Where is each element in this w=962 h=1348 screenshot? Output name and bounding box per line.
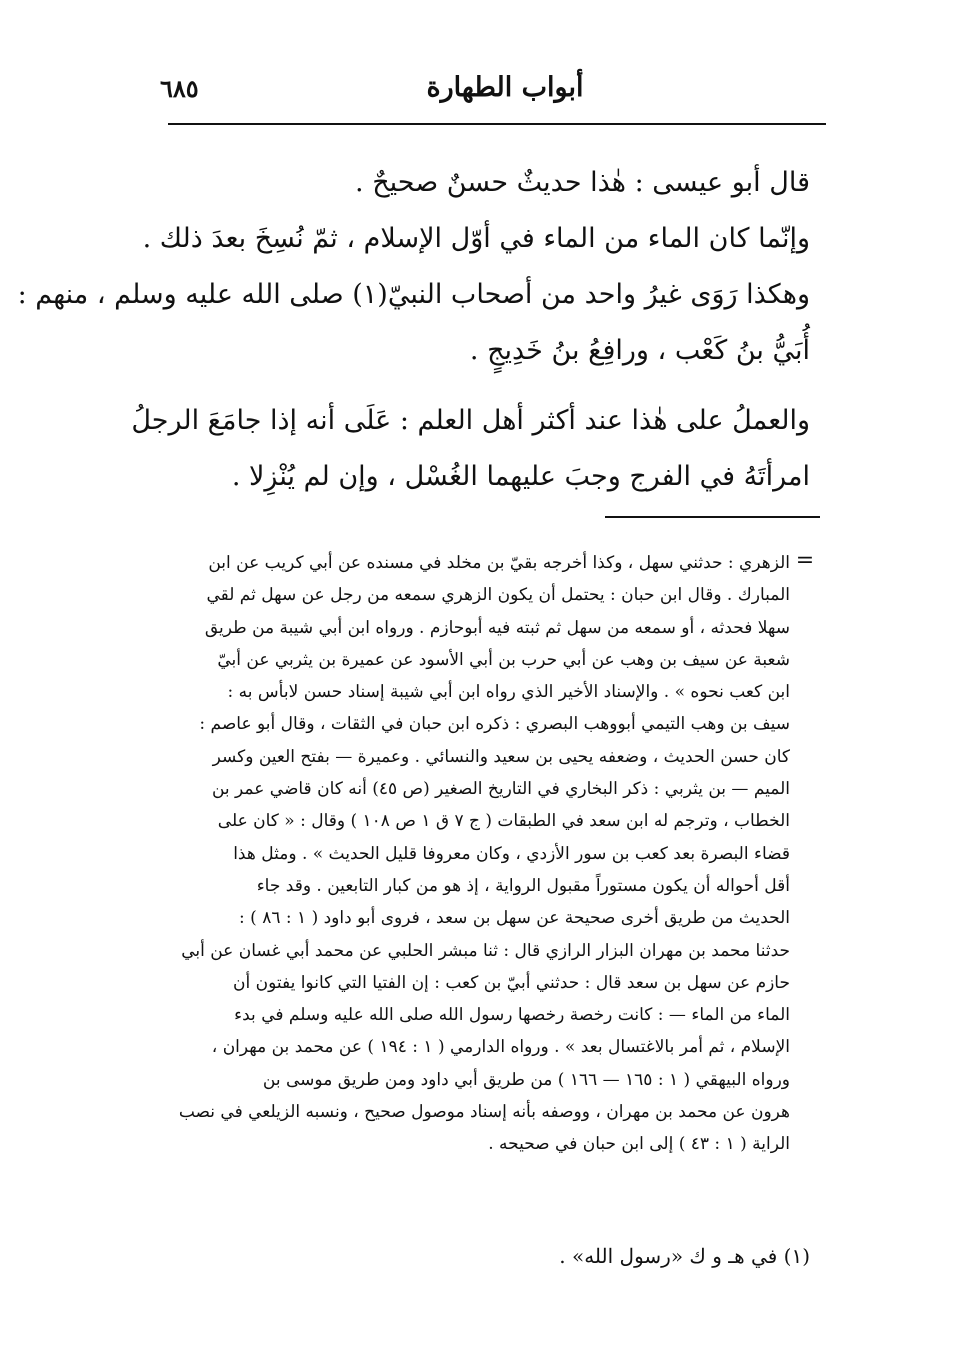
chapter-title: أبواب الطهارة [426, 72, 584, 103]
note-line: الخطاب ، وترجم له ابن سعد في الطبقات ( ج ٧ ق ١ ص ١٠٨ ) وقال : « كان على [217, 811, 790, 832]
continuation-marker: = [795, 548, 815, 573]
page-number: ٦٨٥ [160, 74, 199, 103]
main-line: والعملُ على هٰذا عند أكثر أهل العلم : عَلَى أنه إذا جامَعَ الرجلُ [131, 405, 810, 436]
main-line: امرأتَهُ في الفرج وجبَ عليهما الغُسْل ، وإن لم يُنْزِلا . [231, 461, 810, 492]
note-line: أقل أحواله أن يكون مستوراً مقبول الرواية ، إذ هو من كبار التابعين . وقد جاء [256, 875, 790, 896]
main-text [17, 155, 810, 505]
note-line: الزهري : حدثني سهل ، وكذا أخرجه بقيّ بن مخلد في مسنده عن أبي كريب عن ابن [208, 553, 790, 573]
note-line: كان حسن الحديث ، وضعفه يحيى بن سعيد والنسائي . وعميرة — بفتح العين وكسر [212, 746, 790, 767]
header-rule [168, 123, 826, 125]
note-line: الراية ( ١ : ٤٣ ) إلى ابن حبان في صحيحه . [488, 1134, 790, 1155]
footnote-notes [150, 547, 790, 1161]
note-line: حازم عن سهل بن سعد قال : حدثني أبيّ بن كعب : إن الفتيا التي كانوا يفتون أن [232, 972, 790, 993]
note-line: هرون عن محمد بن مهران ، ووصفه بأنه إسناد موصول صحيح ، ونسبه الزيلعي في نصب [178, 1102, 790, 1123]
note-line: الإسلام ، ثم أمر بالاغتسال بعد » . ورواه الدارمي ( ١ : ١٩٤ ) عن محمد بن مهران ، [211, 1037, 790, 1058]
note-line: الميم — بن يثربي : ذكر البخاري في التاريخ الصغير (ص ٤٥) أنه كان قاضي عمر بن [211, 779, 790, 800]
note-line: الماء من الماء — : كانت رخصة رخصها رسول الله صلى الله عليه وسلم في بدء [234, 1005, 790, 1026]
note-line: سيف بن وهب التيمي أبووهب البصري : ذكره ابن حبان في الثقات ، وقال أبو عاصم : [199, 714, 790, 735]
note-line: شعبة عن سيف بن وهب عن أبي حرب بن أبي الأسود عن عميرة بن يثربي عن أبيّ [217, 649, 790, 670]
main-line: قال أبو عيسى : هٰذا حديثٌ حسنٌ صحيحٌ . [355, 167, 810, 198]
note-line: الحديث من طريق أخرى صحيحة عن سهل بن سعد ، فروى أبو داود ( ١ : ٨٦ ) : [239, 908, 790, 929]
note-line: ورواه البيهقي ( ١ : ١٦٥ — ١٦٦ ) من طريق أبي داود ومن طريق موسى بن [262, 1069, 790, 1090]
note-line: ابن كعب نحوه » . والإسناد الأخير الذي رواه ابن أبي شيبة إسناد حسن لابأس به : [227, 682, 790, 703]
main-line: وهكذا رَوَى غيرُ واحد من أصحاب النبيّ(١) صلى الله عليه وسلم ، منهم : [17, 279, 810, 310]
footnote-separator [605, 516, 820, 518]
note-line: سهلا فحدثه ، أو سمعه من سهل ثم ثبته فيه أبوحازم . ورواه ابن أبي شيبة من طريق [204, 617, 790, 638]
note-line: حدثنا محمد بن مهران البزار الرازي قال : ثنا مبشر الحلبي عن محمد أبي غسان عن أبي [181, 940, 790, 961]
note-line: المبارك . وقال ابن حبان : يحتمل أن يكون الزهري سمعه من رجل عن سهل ثم لقي [206, 585, 790, 606]
footnote-1: (١) في هـ و ك «رسول الله» . [559, 1244, 810, 1268]
note-line: قضاء البصرة بعد كعب بن سور الأزدي ، وكان معروفا قليل الحديث » . ومثل هذا [233, 843, 790, 864]
main-line: وإنّما كان الماء من الماء في أوّل الإسلام ، ثمّ نُسِخَ بعدَ ذلك . [142, 223, 810, 254]
main-line: أُبَيُّ بنُ كَعْب ، ورافِعُ بنُ خَدِيجٍ . [469, 335, 810, 366]
